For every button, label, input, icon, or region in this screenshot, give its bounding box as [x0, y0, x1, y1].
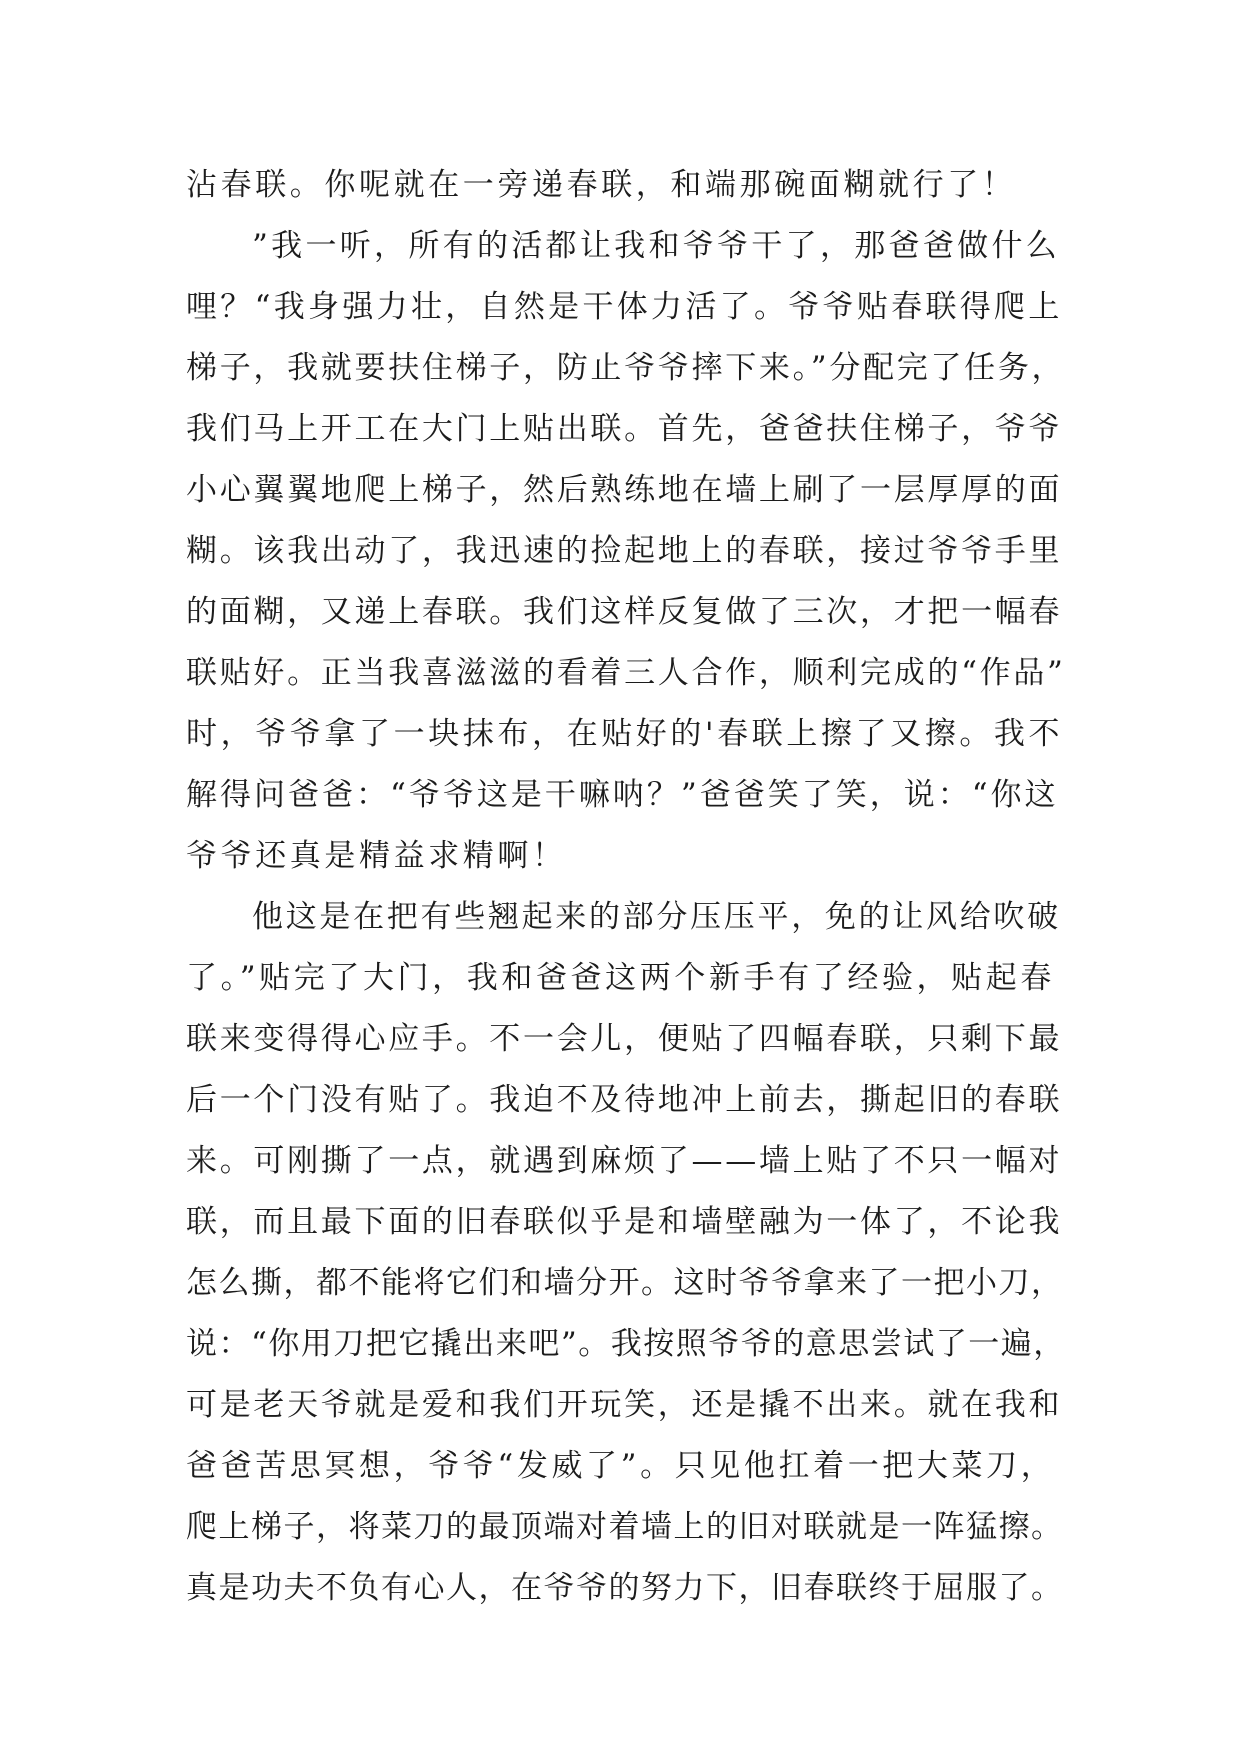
text-line: 联，而且最下面的旧春联似乎是和墙壁融为一体了，不论我 [186, 1204, 1063, 1240]
text-line: 怎么撕，都不能将它们和墙分开。这时爷爷拿来了一把小刀， [186, 1265, 1064, 1301]
text-line: 沾春联。你呢就在一旁递春联，和端那碗面糊就行了！ [186, 167, 1017, 203]
text-line: 说：“你用刀把它撬出来吧”。我按照爷爷的意思尝试了一遍， [186, 1326, 1066, 1362]
text-line: 爸爸苦思冥想，爷爷“发威了”。只见他扛着一把大菜刀， [186, 1448, 1056, 1484]
text-line: 小心翼翼地爬上梯子，然后熟练地在墙上刷了一层厚厚的面 [186, 472, 1063, 508]
text-line: 联贴好。正当我喜滋滋的看着三人合作，顺利完成的“作品” [186, 655, 1066, 691]
text-line: 时，爷爷拿了一块抹布，在贴好的'春联上擦了又擦。我不 [186, 716, 1064, 752]
body-text [186, 155, 1066, 1619]
text-line: 糊。该我出动了，我迅速的捡起地上的春联，接过爷爷手里 [186, 533, 1063, 569]
text-line: 哩？“我身强力壮，自然是干体力活了。爷爷贴春联得爬上 [186, 289, 1063, 325]
text-line: 联来变得得心应手。不一会儿，便贴了四幅春联，只剩下最 [186, 1021, 1063, 1057]
text-line: 可是老天爷就是爱和我们开玩笑，还是撬不出来。就在我和 [186, 1387, 1063, 1423]
text-line: 了。”贴完了大门，我和爸爸这两个新手有了经验，贴起春 [186, 960, 1055, 996]
text-line: 解得问爸爸：“爷爷这是干嘛呐？”爸爸笑了笑，说：“你这 [186, 777, 1059, 813]
text-line: 我们马上开工在大门上贴出联。首先，爸爸扶住梯子，爷爷 [186, 411, 1063, 447]
text-line: 的面糊，又递上春联。我们这样反复做了三次，才把一幅春 [186, 594, 1063, 630]
text-line: 爷爷还真是精益求精啊！ [186, 838, 567, 874]
text-line: 来。可刚撕了一点，就遇到麻烦了——墙上贴了不只一幅对 [186, 1143, 1063, 1179]
text-line: 爬上梯子，将菜刀的最顶端对着墙上的旧对联就是一阵猛擦。 [186, 1509, 1064, 1545]
text-line: 真是功夫不负有心人，在爷爷的努力下，旧春联终于屈服了。 [186, 1570, 1064, 1606]
text-line: ”我一听，所有的活都让我和爷爷干了，那爸爸做什么 [252, 228, 1061, 264]
text-line: 他这是在把有些翘起来的部分压压平，免的让风给吹破 [252, 899, 1061, 935]
text-line: 后一个门没有贴了。我迫不及待地冲上前去，撕起旧的春联 [186, 1082, 1063, 1118]
text-line: 梯子，我就要扶住梯子，防止爷爷摔下来。”分配完了任务， [186, 350, 1066, 386]
